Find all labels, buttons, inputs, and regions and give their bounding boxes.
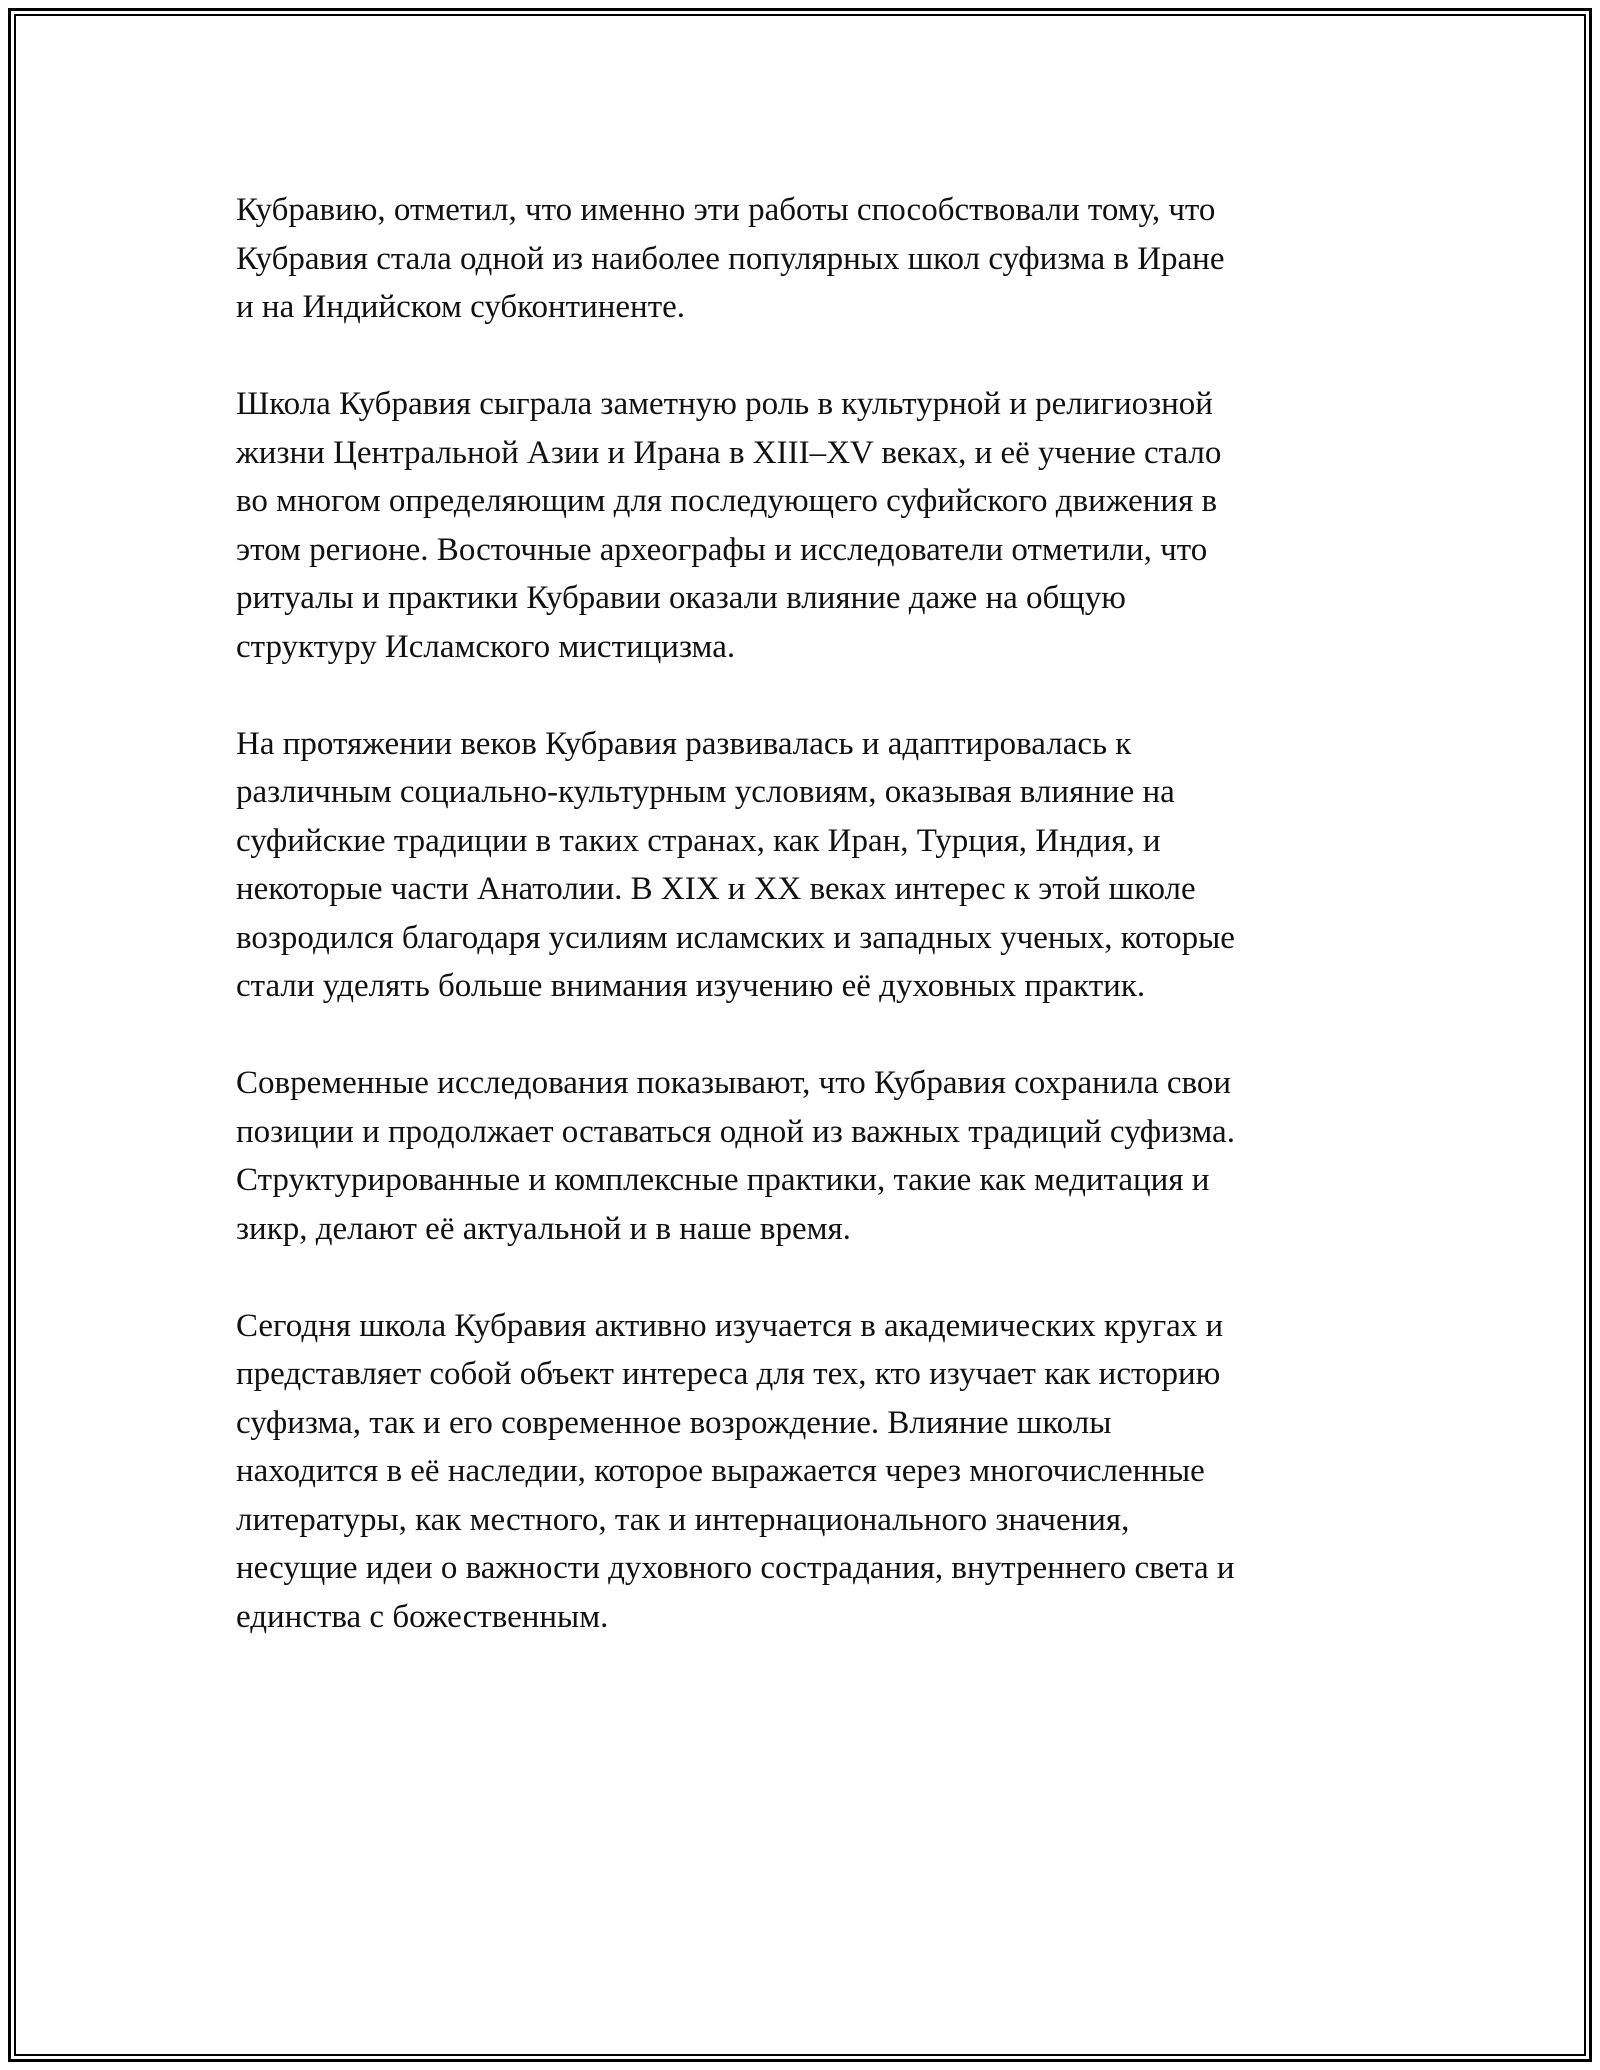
paragraph: Сегодня школа Кубравия активно изучается в академических кругах и представляет собой объект интереса для тех, кто изучает как историю суфизма, так и его современное возрождение. Влияние школы находится в её наследии, которое выражается через многочисленные литературы, как местного, так и интернационального значения, несущие идеи о важности духовного сострадания, внутреннего света и единства с божественным. <box>236 1307 1235 1635</box>
paragraph: Современные исследования показывают, что Кубравия сохранила свои позиции и продолжает оставаться одной из важных традиций суфизма. Структурированные и комплексные практики, такие как медитация и зикр, делают её актуальной и в наше время. <box>236 1065 1235 1247</box>
paragraph: Кубравию, отметил, что именно эти работы способствовали тому, что Кубравия стала одной из наиболее популярных школ суфизма в Иране и на Индийском субконтиненте. <box>236 192 1225 325</box>
paragraph: На протяжении веков Кубравия развивалась и адаптировалась к различным социально-культурным условиям, оказывая влияние на суфийские традиции в таких странах, как Иран, Турция, Индия, и некоторые части Анатолии. В XIX и XX веках интерес к этой школе возродился благодаря усилиям исламских и западных ученых, которые стали уделять больше внимания изучению её духовных практик. <box>236 725 1235 1004</box>
paragraph: Школа Кубравия сыграла заметную роль в культурной и религиозной жизни Центральной Азии и Ирана в XIII–XV веках, и её учение стало во многом определяющим для последующего суфийского движения в этом регионе. Восточные археографы и исследователи отметили, что ритуалы и практики Кубравии оказали влияние даже на общую структуру Исламского мистицизма. <box>236 386 1222 665</box>
document-body <box>236 186 1366 1690</box>
